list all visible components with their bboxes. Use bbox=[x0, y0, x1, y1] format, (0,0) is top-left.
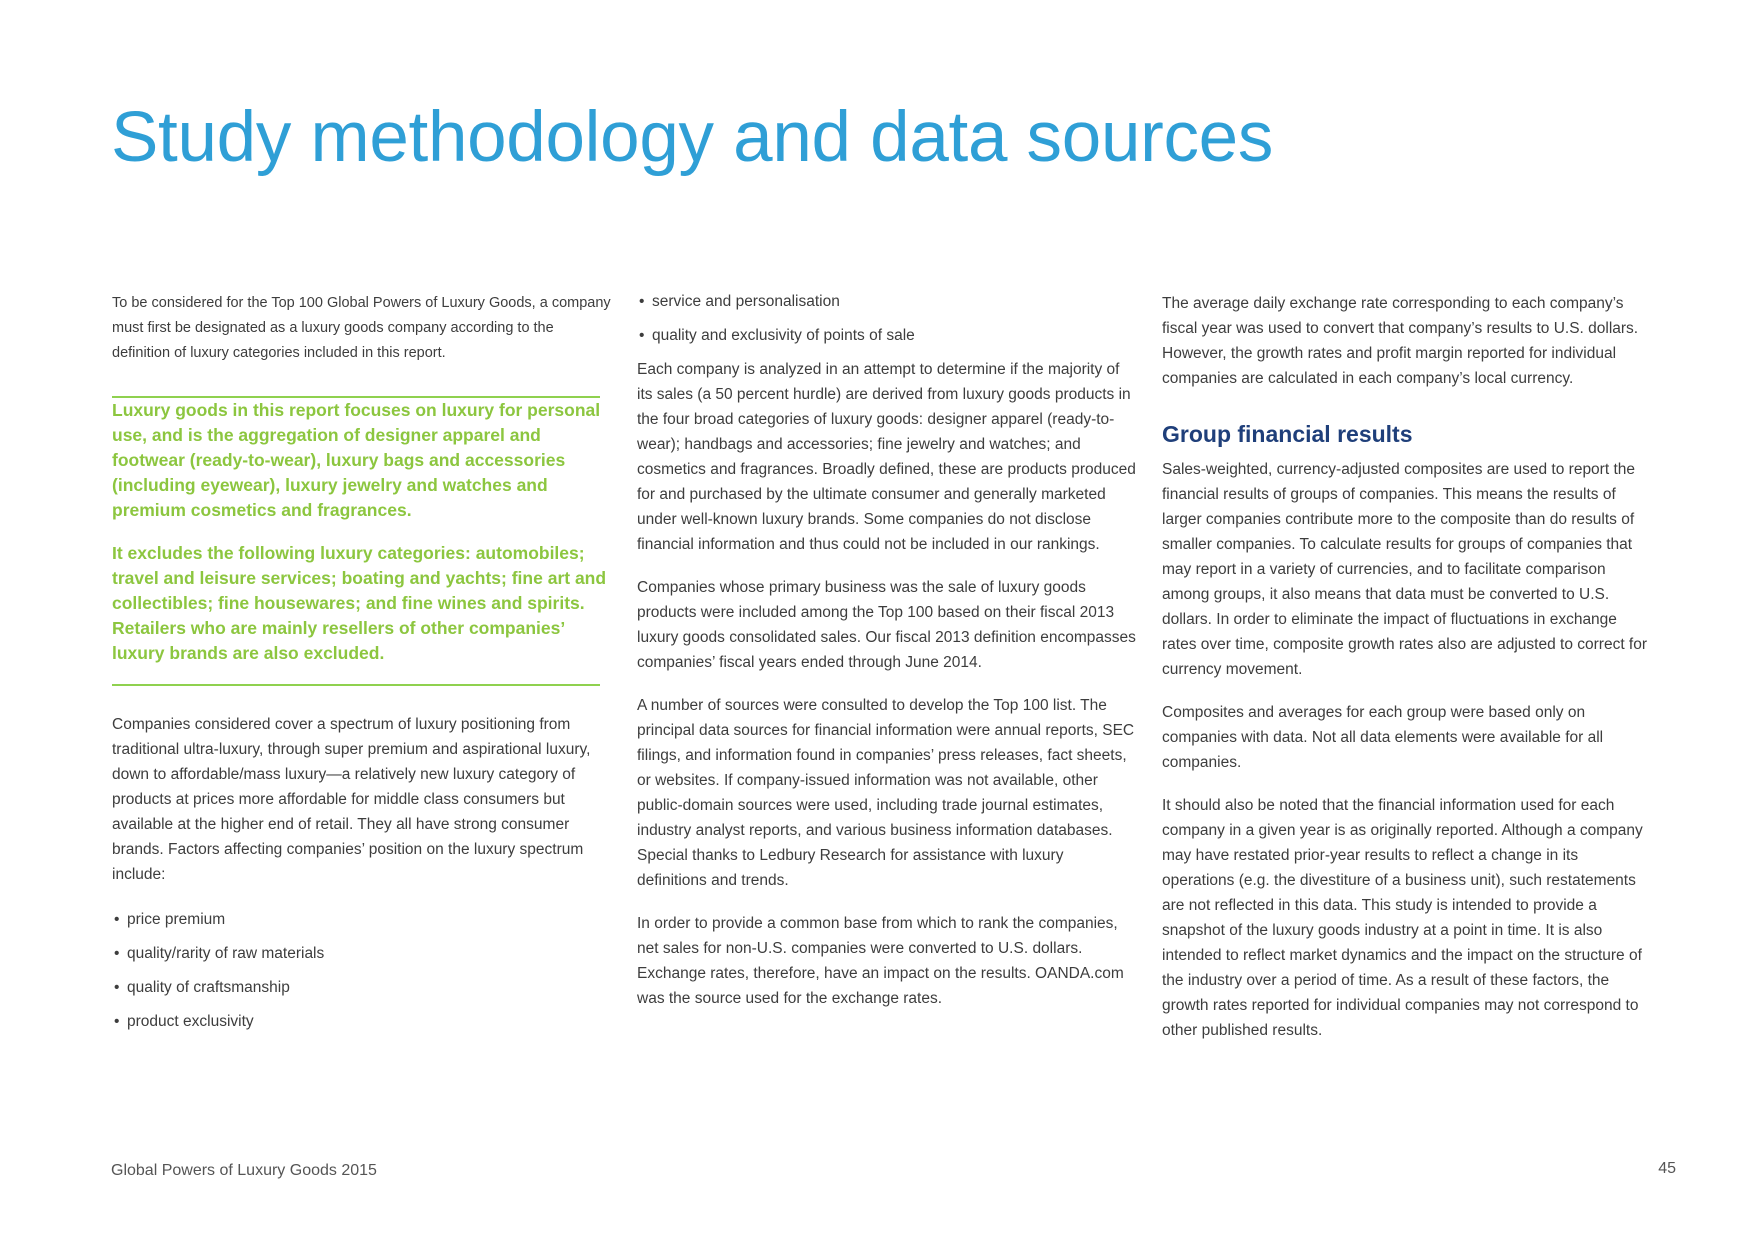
inclusion-paragraph: Companies whose primary business was the sale of luxury goods products were included among the Top 100 based on their fiscal 2013 luxury goods consolidated sales. Our fiscal 2013 definition encompasses companies’ fiscal years ended through June 2014. bbox=[637, 579, 1136, 671]
exchange-paragraph: In order to provide a common base from which to rank the companies, net sales for non-U.S. companies were converted to U.S. dollars. Exchange rates, therefore, have an impact on the results. OANDA.com was the source used for the exchange rates. bbox=[637, 915, 1124, 1007]
averages-paragraph: Composites and averages for each group were based only on companies with data. Not all data elements were available for all companies. bbox=[1162, 703, 1604, 771]
column-left bbox=[112, 291, 612, 1043]
column-middle bbox=[637, 291, 1137, 1011]
list-item: • service and personalisation bbox=[637, 289, 1137, 314]
spectrum-paragraph: Companies considered cover a spectrum of luxury positioning from traditional ultra-luxury, through super premium and aspirational luxury, down to affordable/mass luxury—a relatively new luxury category of products at prices more affordable for middle class consumers but available at the higher end of retail. They all have strong consumer brands. Factors affecting companies’ position on the luxury spectrum include: bbox=[112, 716, 591, 883]
highlight-definition: Luxury goods in this report focuses on luxury for personal use, and is the aggregation of designer apparel and footwear (ready-to-wear), luxury bags and accessories (including eyewear), luxury jewelry and watches and premium cosmetics and fragrances. bbox=[112, 400, 601, 520]
divider-bottom bbox=[112, 684, 600, 686]
list-item: • quality of craftsmanship bbox=[112, 975, 612, 1000]
section-heading: Group financial results bbox=[1162, 421, 1413, 447]
list-item: • quality and exclusivity of points of sale bbox=[637, 323, 1137, 348]
sources-paragraph: A number of sources were consulted to develop the Top 100 list. The principal data sources for financial information were annual reports, SEC filings, and information found in companies’ press releases, fact sheets, or websites. If company-issued information was not available, other public-domain sources were used, including trade journal estimates, industry analyst reports, and various business information databases. Special thanks to Ledbury Research for assistance with luxury definitions and trends. bbox=[637, 697, 1135, 889]
intro-paragraph: To be considered for the Top 100 Global Powers of Luxury Goods, a company must first be designated as a luxury goods company according to the definition of luxury categories included in this report. bbox=[112, 295, 611, 361]
list-item: • quality/rarity of raw materials bbox=[112, 941, 612, 966]
list-item: • price premium bbox=[112, 907, 612, 932]
factor-list-continued bbox=[637, 289, 1137, 348]
composites-paragraph: Sales-weighted, currency-adjusted composites are used to report the financial results of groups of companies. This means the results of larger companies contribute more to the composite than do results of smaller companies. To calculate results for groups of companies that may report in a variety of currencies, and to facilitate comparison among groups, it also means that data must be converted to U.S. dollars. In order to eliminate the impact of fluctuations in exchange rates over time, composite growth rates also are adjusted to correct for currency movement. bbox=[1162, 460, 1648, 678]
restatement-paragraph: It should also be noted that the financial information used for each company in a given year is as originally reported. Although a company may have restated prior-year results to reflect a change in its operations (e.g. the divestiture of a business unit), such restatements are not reflected in this data. This study is intended to provide a snapshot of the luxury goods industry at a point in time. It is also intended to reflect market dynamics and the impact on the structure of the industry over a period of time. As a result of these factors, the growth rates reported for individual companies may not correspond to other published results. bbox=[1162, 796, 1643, 1039]
analysis-paragraph: Each company is analyzed in an attempt to determine if the majority of its sales (a 50 percent hurdle) are derived from luxury goods products in the four broad categories of luxury goods: designer apparel (ready-to-wear); handbags and accessories; fine jewelry and watches; and cosmetics and fragrances. Broadly defined, these are products produced for and purchased by the ultimate consumer and generally marketed under well-known luxury brands. Some companies do not disclose financial information and thus could not be included in our rankings. bbox=[637, 361, 1136, 553]
page-number: 45 bbox=[1658, 1160, 1676, 1177]
exchange-rate-paragraph: The average daily exchange rate corresponding to each company’s fiscal year was used to convert that company’s results to U.S. dollars. However, the growth rates and profit margin reported for individual companies are calculated in each company’s local currency. bbox=[1162, 295, 1639, 387]
column-right bbox=[1162, 291, 1652, 1043]
page-title: Study methodology and data sources bbox=[111, 98, 1274, 177]
highlight-exclusions: It excludes the following luxury categories: automobiles; travel and leisure services; boating and yachts; fine art and collectibles; fine housewares; and fine wines and spirits. Retailers who are mainly resellers of other companies’ luxury brands are also excluded. bbox=[112, 543, 607, 663]
factor-list bbox=[112, 907, 612, 1034]
footer-publication: Global Powers of Luxury Goods 2015 bbox=[111, 1162, 377, 1179]
list-item: • product exclusivity bbox=[112, 1009, 612, 1034]
